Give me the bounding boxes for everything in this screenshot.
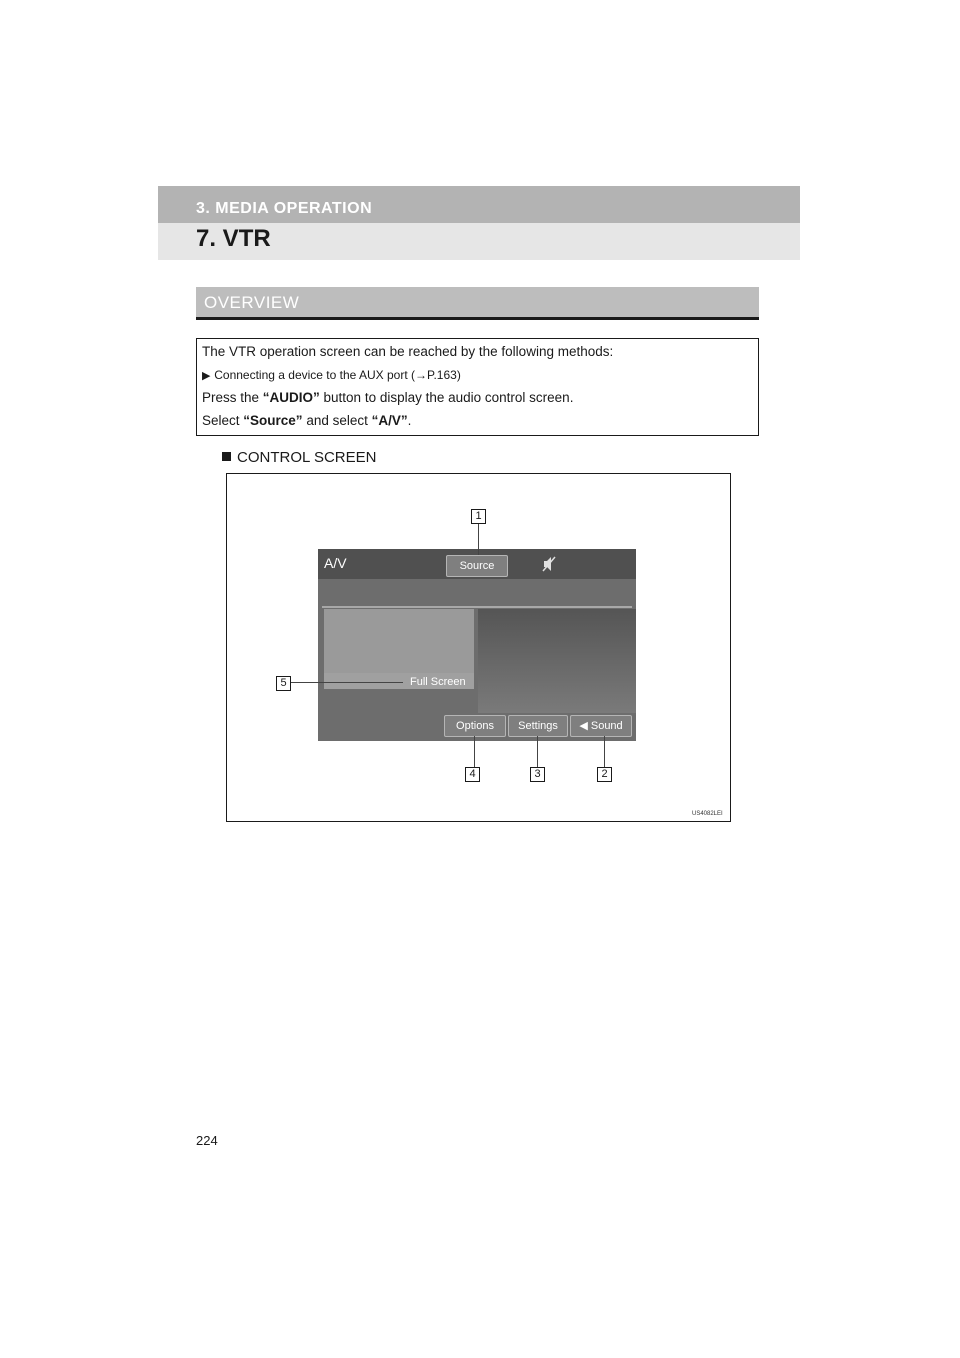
step2-key-source: “Source”	[243, 413, 303, 428]
callout-5-leader	[291, 682, 403, 683]
section-title: 7. VTR	[196, 225, 271, 252]
av-screen	[318, 549, 636, 741]
overview-intro: The VTR operation screen can be reached by the following methods:	[202, 344, 614, 359]
callout-3-leader	[537, 736, 538, 767]
step1-prefix: Press the	[202, 390, 263, 405]
overview-title: OVERVIEW	[204, 293, 300, 312]
callout-1-leader	[478, 524, 479, 555]
options-button[interactable]: Options	[444, 715, 506, 737]
control-screen-heading-text: CONTROL SCREEN	[237, 449, 377, 466]
overview-step-2	[202, 413, 411, 428]
screen-title: A/V	[324, 555, 347, 571]
sound-label: Sound	[590, 720, 623, 732]
chapter-title: 3. MEDIA OPERATION	[196, 200, 373, 217]
overview-box	[196, 338, 759, 436]
video-panel	[478, 609, 636, 713]
step2-mid: and select	[302, 413, 372, 428]
speaker-icon: ◀	[579, 720, 588, 732]
step1-suffix: button to display the audio control screen.	[319, 390, 574, 405]
method-text: Connecting a device to the AUX port (→P.163)	[214, 368, 461, 382]
overview-header	[196, 287, 759, 320]
source-button[interactable]: Source	[446, 555, 508, 577]
screen-divider	[322, 606, 632, 608]
callout-3: 3	[530, 767, 545, 782]
overview-method	[202, 367, 461, 382]
step1-key: “AUDIO”	[262, 390, 320, 405]
overview-step-1	[202, 390, 573, 405]
callout-2-leader	[604, 736, 605, 767]
sound-button[interactable]	[570, 715, 632, 737]
step2-prefix: Select	[202, 413, 244, 428]
callout-4-leader	[474, 736, 475, 767]
callout-1: 1	[471, 509, 486, 524]
settings-button[interactable]: Settings	[508, 715, 568, 737]
play-arrow-icon: ▶	[202, 370, 211, 382]
step2-key-av: “A/V”	[371, 413, 408, 428]
page-number: 224	[196, 1133, 218, 1148]
square-bullet-icon	[222, 452, 231, 461]
callout-4: 4	[465, 767, 480, 782]
mute-icon	[542, 556, 556, 572]
step2-suffix: .	[407, 413, 412, 428]
callout-2: 2	[597, 767, 612, 782]
callout-5: 5	[276, 676, 291, 691]
control-screen-heading	[222, 449, 376, 466]
full-screen-label: Full Screen	[410, 676, 466, 688]
figure-code: US4082LEI	[692, 811, 723, 817]
